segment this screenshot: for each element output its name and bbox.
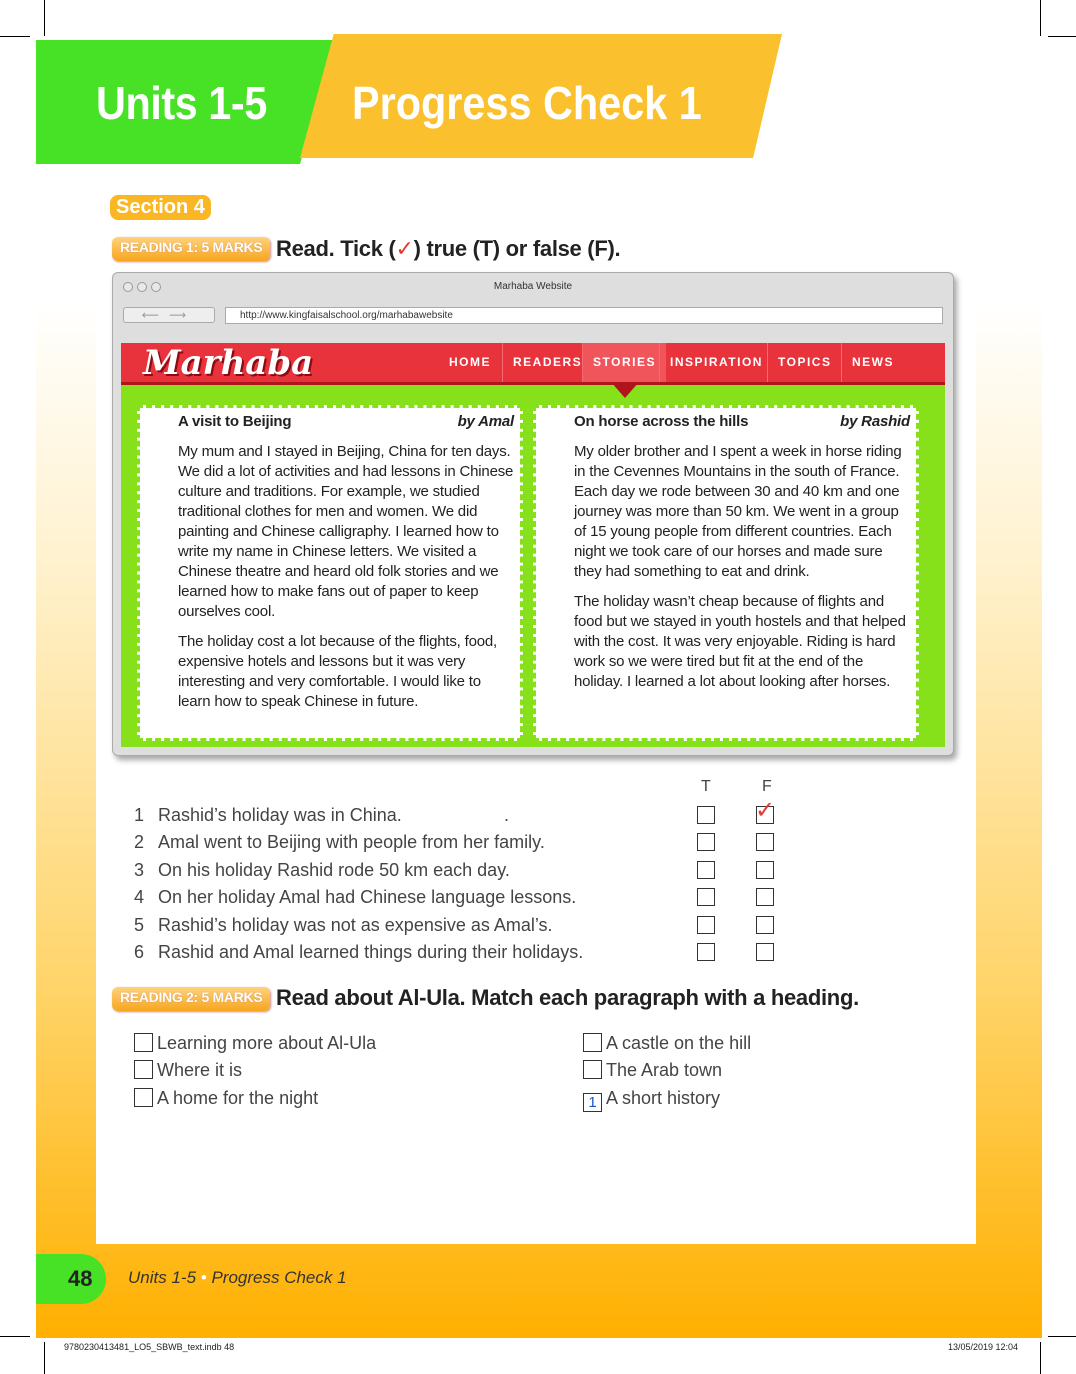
instruction-text: Read. Tick ( — [276, 236, 396, 261]
true-checkbox[interactable] — [697, 833, 715, 851]
tf-question-row — [134, 915, 794, 941]
site-logo: Marhaba — [143, 343, 314, 383]
reading1-instruction — [276, 236, 620, 262]
question-number: 4 — [134, 887, 145, 908]
footer-separator: • — [200, 1268, 207, 1287]
article-title: On horse across the hills — [574, 413, 749, 430]
heading-answer-box[interactable] — [583, 1033, 602, 1052]
heading-option[interactable] — [134, 1033, 376, 1054]
true-checkbox[interactable] — [697, 888, 715, 906]
reading2-marks-badge: READING 2: 5 MARKS — [112, 987, 270, 1011]
nav-topics: TOPICS — [767, 343, 841, 382]
nav-readers: READERS — [502, 343, 592, 382]
true-checkbox[interactable] — [697, 861, 715, 879]
print-slug-file: 9780230413481_LO5_SBWB_text.indb 48 — [64, 1342, 235, 1352]
article-panel — [533, 405, 919, 741]
print-slug-date: 13/05/2019 12:04 — [948, 1342, 1019, 1352]
question-number: 2 — [134, 832, 145, 853]
question-number: 3 — [134, 859, 145, 880]
heading-option[interactable] — [583, 1033, 751, 1054]
heading-text: Learning more about Al-Ula — [157, 1033, 377, 1053]
tf-question-row — [134, 797, 794, 831]
crop-mark — [0, 1336, 30, 1337]
false-checkbox[interactable] — [756, 943, 774, 961]
true-checkbox[interactable] — [697, 916, 715, 934]
nav-news: NEWS — [841, 343, 904, 382]
question-text: On her holiday Amal had Chinese language lessons. — [158, 887, 577, 908]
crop-mark — [1048, 36, 1076, 37]
false-checkbox[interactable] — [756, 916, 774, 934]
article-author: by Amal — [457, 413, 514, 430]
reading2-instruction: Read about Al-Ula. Match each paragraph with a heading. — [276, 985, 859, 1010]
true-checkbox[interactable] — [697, 943, 715, 961]
tick-icon: ✓ — [395, 236, 414, 261]
false-checkbox[interactable] — [756, 861, 774, 879]
heading-answer-box[interactable]: 1 — [583, 1093, 602, 1112]
question-text: Rashid’s holiday was not as expensive as Amal’s. — [158, 914, 553, 935]
tf-question-row — [134, 860, 794, 886]
header-units: Units 1-5 — [96, 77, 267, 129]
tf-question-row — [134, 832, 794, 858]
true-column-label: T — [701, 778, 711, 795]
heading-answer-box[interactable] — [583, 1060, 602, 1079]
question-trailing-mark: . — [504, 805, 510, 825]
address-bar: http://www.kingfaisalschool.org/marhabawebsite — [225, 307, 943, 324]
section-badge: Section 4 — [110, 195, 211, 220]
question-number: 5 — [134, 914, 145, 935]
heading-option[interactable] — [583, 1088, 720, 1112]
heading-option[interactable] — [583, 1060, 722, 1081]
footer-running-title — [128, 1268, 347, 1288]
crop-mark — [44, 0, 45, 36]
header-title: Progress Check 1 — [352, 77, 702, 129]
reading1-marks-badge: READING 1: 5 MARKS — [112, 237, 270, 261]
heading-text: A short history — [606, 1088, 721, 1108]
back-forward-arrows-icon: ⟵⟶ — [123, 307, 215, 323]
false-checkbox[interactable] — [755, 797, 776, 824]
article-panel — [137, 405, 523, 741]
instruction-text: ) true (T) or false (F). — [413, 236, 621, 261]
article-title: A visit to Beijing — [178, 413, 292, 430]
question-text: Rashid’s holiday was in China. — [158, 805, 402, 825]
false-checkbox[interactable] — [756, 833, 774, 851]
browser-window — [112, 272, 954, 756]
article-author: by Rashid — [840, 413, 910, 430]
nav-stories: STORIES — [582, 343, 666, 382]
heading-text: A home for the night — [157, 1088, 319, 1108]
false-column-label: F — [762, 778, 772, 795]
true-checkbox[interactable] — [697, 806, 715, 824]
crop-mark — [0, 36, 30, 37]
crop-mark — [1040, 1342, 1041, 1374]
heading-option[interactable] — [134, 1060, 242, 1081]
browser-title: Marhaba Website — [493, 281, 573, 292]
question-number: 6 — [134, 942, 145, 962]
article-paragraph: The holiday wasn’t cheap because of flights and food but we stayed in youth hostels and that helped with the cost. It was very enjoyable. Riding is hard work so we were tired but fit at the end of the holiday. I learned a lot about looking after horses. — [574, 593, 906, 690]
tf-question-row — [134, 887, 794, 913]
question-text: Amal went to Beijing with people from her family. — [158, 832, 545, 853]
heading-option[interactable] — [134, 1088, 318, 1109]
nav-home: HOME — [449, 355, 491, 369]
heading-text: Where it is — [157, 1060, 243, 1080]
site-nav — [121, 343, 945, 385]
heading-text: A castle on the hill — [606, 1033, 752, 1053]
question-text: Rashid and Amal learned things during their holidays. — [158, 942, 584, 962]
check-mark-icon: ✓ — [755, 797, 776, 824]
heading-text: The Arab town — [606, 1060, 723, 1080]
article-paragraph: My mum and I stayed in Beijing, China for ten days. We did a lot of activities and had lessons in Chinese culture and traditions. For example, we studied traditional clothes for men and women. We did painting and Chinese calligraphy. I learned how to write my name in Chinese letters. We visited a Chinese theatre and heard old folk stories and we learned how to make fans out of paper to keep ourselves cool. — [178, 443, 514, 620]
crop-mark — [1048, 1336, 1076, 1337]
nav-inspiration: INSPIRATION — [659, 343, 773, 382]
crop-mark — [44, 1342, 45, 1374]
heading-answer-box[interactable] — [134, 1033, 153, 1052]
question-number: 1 — [134, 805, 145, 825]
heading-answer-box[interactable] — [134, 1088, 153, 1107]
active-nav-pointer — [611, 382, 639, 398]
heading-answer-box[interactable] — [134, 1060, 153, 1079]
footer-title: Progress Check 1 — [211, 1268, 347, 1287]
website-body — [121, 343, 945, 747]
tf-question-row — [134, 942, 794, 968]
footer-units: Units 1-5 — [128, 1268, 197, 1287]
article-paragraph: The holiday cost a lot because of the flights, food, expensive hotels and lessons but it was very interesting and very comfortable. I would like to learn how to speak Chinese in future. — [178, 633, 497, 710]
question-text: On his holiday Rashid rode 50 km each day. — [158, 859, 510, 880]
false-checkbox[interactable] — [756, 888, 774, 906]
crop-mark — [1040, 0, 1041, 36]
page-number: 48 — [36, 1254, 106, 1304]
article-paragraph: My older brother and I spent a week in horse riding in the Cevennes Mountains in the south of France. Each day we rode between 30 and 40 km and one journey was more than 50 km. We went in a group of 15 young people from different countries. Each night we took care of our horses and made sure they had something to eat and drink. — [574, 443, 902, 580]
